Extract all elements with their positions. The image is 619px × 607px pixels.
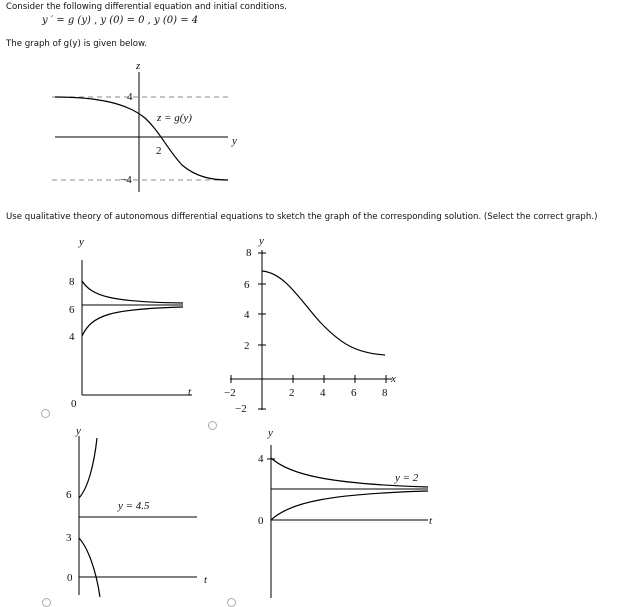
b-xlabel-4: 4: [320, 387, 326, 399]
a-tick-6: 6: [69, 304, 75, 316]
g-root-value: 2: [156, 145, 162, 157]
option-a-radio[interactable]: [41, 409, 50, 418]
a-upper-curve: [82, 281, 183, 303]
b-ylabel-6: 6: [244, 279, 250, 291]
b-y-label: y: [259, 235, 264, 247]
option-c-graph: [79, 436, 197, 597]
g-func-label: z = g(y): [157, 112, 192, 124]
b-ylabel-m2: −2: [235, 403, 247, 415]
option-c-radio[interactable]: [42, 598, 51, 607]
d-tick-4: 4: [258, 453, 264, 465]
a-tick-4: 4: [69, 331, 75, 343]
b-ylabel-4: 4: [244, 309, 250, 321]
d-tick-0: 0: [258, 515, 264, 527]
c-tick-3: 3: [66, 532, 72, 544]
c-tick-0: 0: [67, 572, 73, 584]
option-a-graph: [82, 260, 192, 395]
b-xlabel-8: 8: [382, 387, 388, 399]
g-curve: [55, 97, 228, 180]
option-b-graph: [230, 250, 392, 410]
a-t-label: t: [188, 386, 192, 398]
b-xlabel-6: 6: [351, 387, 357, 399]
c-y-label: y: [76, 425, 81, 437]
graph-intro: The graph of g(y) is given below.: [6, 39, 147, 49]
question-intro: Consider the following differential equation and initial conditions.: [6, 2, 287, 12]
d-equilibrium-label: y = 2: [395, 472, 419, 484]
a-tick-8: 8: [69, 276, 75, 288]
d-t-label: t: [429, 515, 433, 527]
c-equilibrium-label: y = 4.5: [118, 500, 150, 512]
b-ylabel-8: 8: [246, 247, 252, 259]
question-equation: y ′ = g (y) , y (0) = 0 , y (0) = 4: [42, 15, 199, 26]
g-y-label: y: [232, 135, 237, 147]
a-y-label: y: [79, 236, 84, 248]
c-upper-curve: [79, 438, 97, 498]
b-ylabel-2: 2: [244, 340, 250, 352]
b-xlabel-m2: −2: [224, 387, 236, 399]
b-x-label: x: [391, 373, 396, 385]
d-y-label: y: [268, 427, 273, 439]
option-d-graph: [267, 445, 428, 598]
instruction-text: Use qualitative theory of autonomous differential equations to sketch the graph of the corresponding solution. (Select the correct graph.): [6, 212, 598, 222]
g-top-value: 4: [127, 91, 133, 103]
c-tick-6: 6: [66, 489, 72, 501]
b-xlabel-2: 2: [289, 387, 295, 399]
option-d-radio[interactable]: [227, 598, 236, 607]
g-z-label: z: [136, 60, 141, 72]
a-tick-0: 0: [71, 398, 77, 410]
option-b-radio[interactable]: [208, 421, 217, 430]
g-graph: [52, 72, 230, 192]
c-lower-curve: [79, 538, 100, 597]
a-lower-curve: [82, 307, 183, 336]
d-lower-curve: [271, 491, 428, 520]
b-curve: [262, 271, 385, 355]
g-bottom-value: −4: [120, 174, 132, 186]
c-t-label: t: [204, 574, 208, 586]
